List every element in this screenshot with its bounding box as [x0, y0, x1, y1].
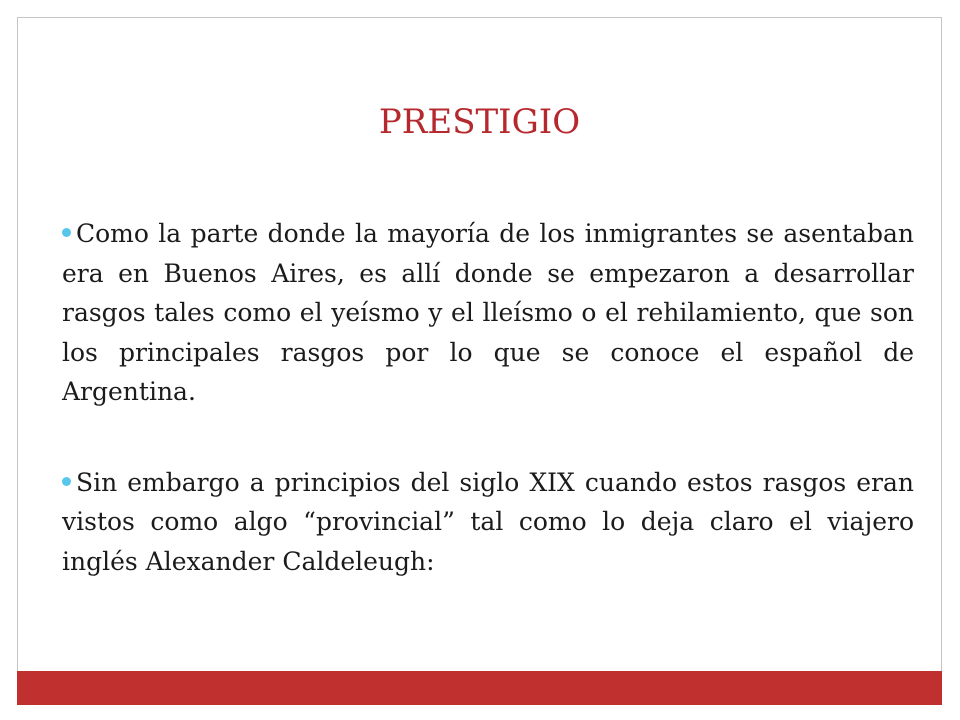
footer-bar	[17, 671, 942, 705]
bullet-text-2: Sin embargo a principios del siglo XIX cuando estos rasgos eran vistos como algo “provincial” tal como lo deja claro el viajero inglés Alexander Caldeleugh:	[62, 467, 914, 576]
bullet-item-1	[62, 214, 914, 412]
slide-canvas	[17, 17, 942, 705]
bullet-text-1: Como la parte donde la mayoría de los inmigrantes se asentaban era en Buenos Aires, es allí donde se empezaron a desarrollar rasgos tales como el yeísmo y el lleísmo o el rehilamiento, que son los principales rasgos por lo que se conoce el español de Argentina.	[62, 219, 914, 406]
bullet-icon	[62, 228, 71, 237]
bullet-icon	[62, 477, 71, 486]
bullet-item-2	[62, 463, 914, 582]
slide-title: PRESTIGIO	[378, 102, 581, 142]
slide-body	[62, 214, 914, 632]
